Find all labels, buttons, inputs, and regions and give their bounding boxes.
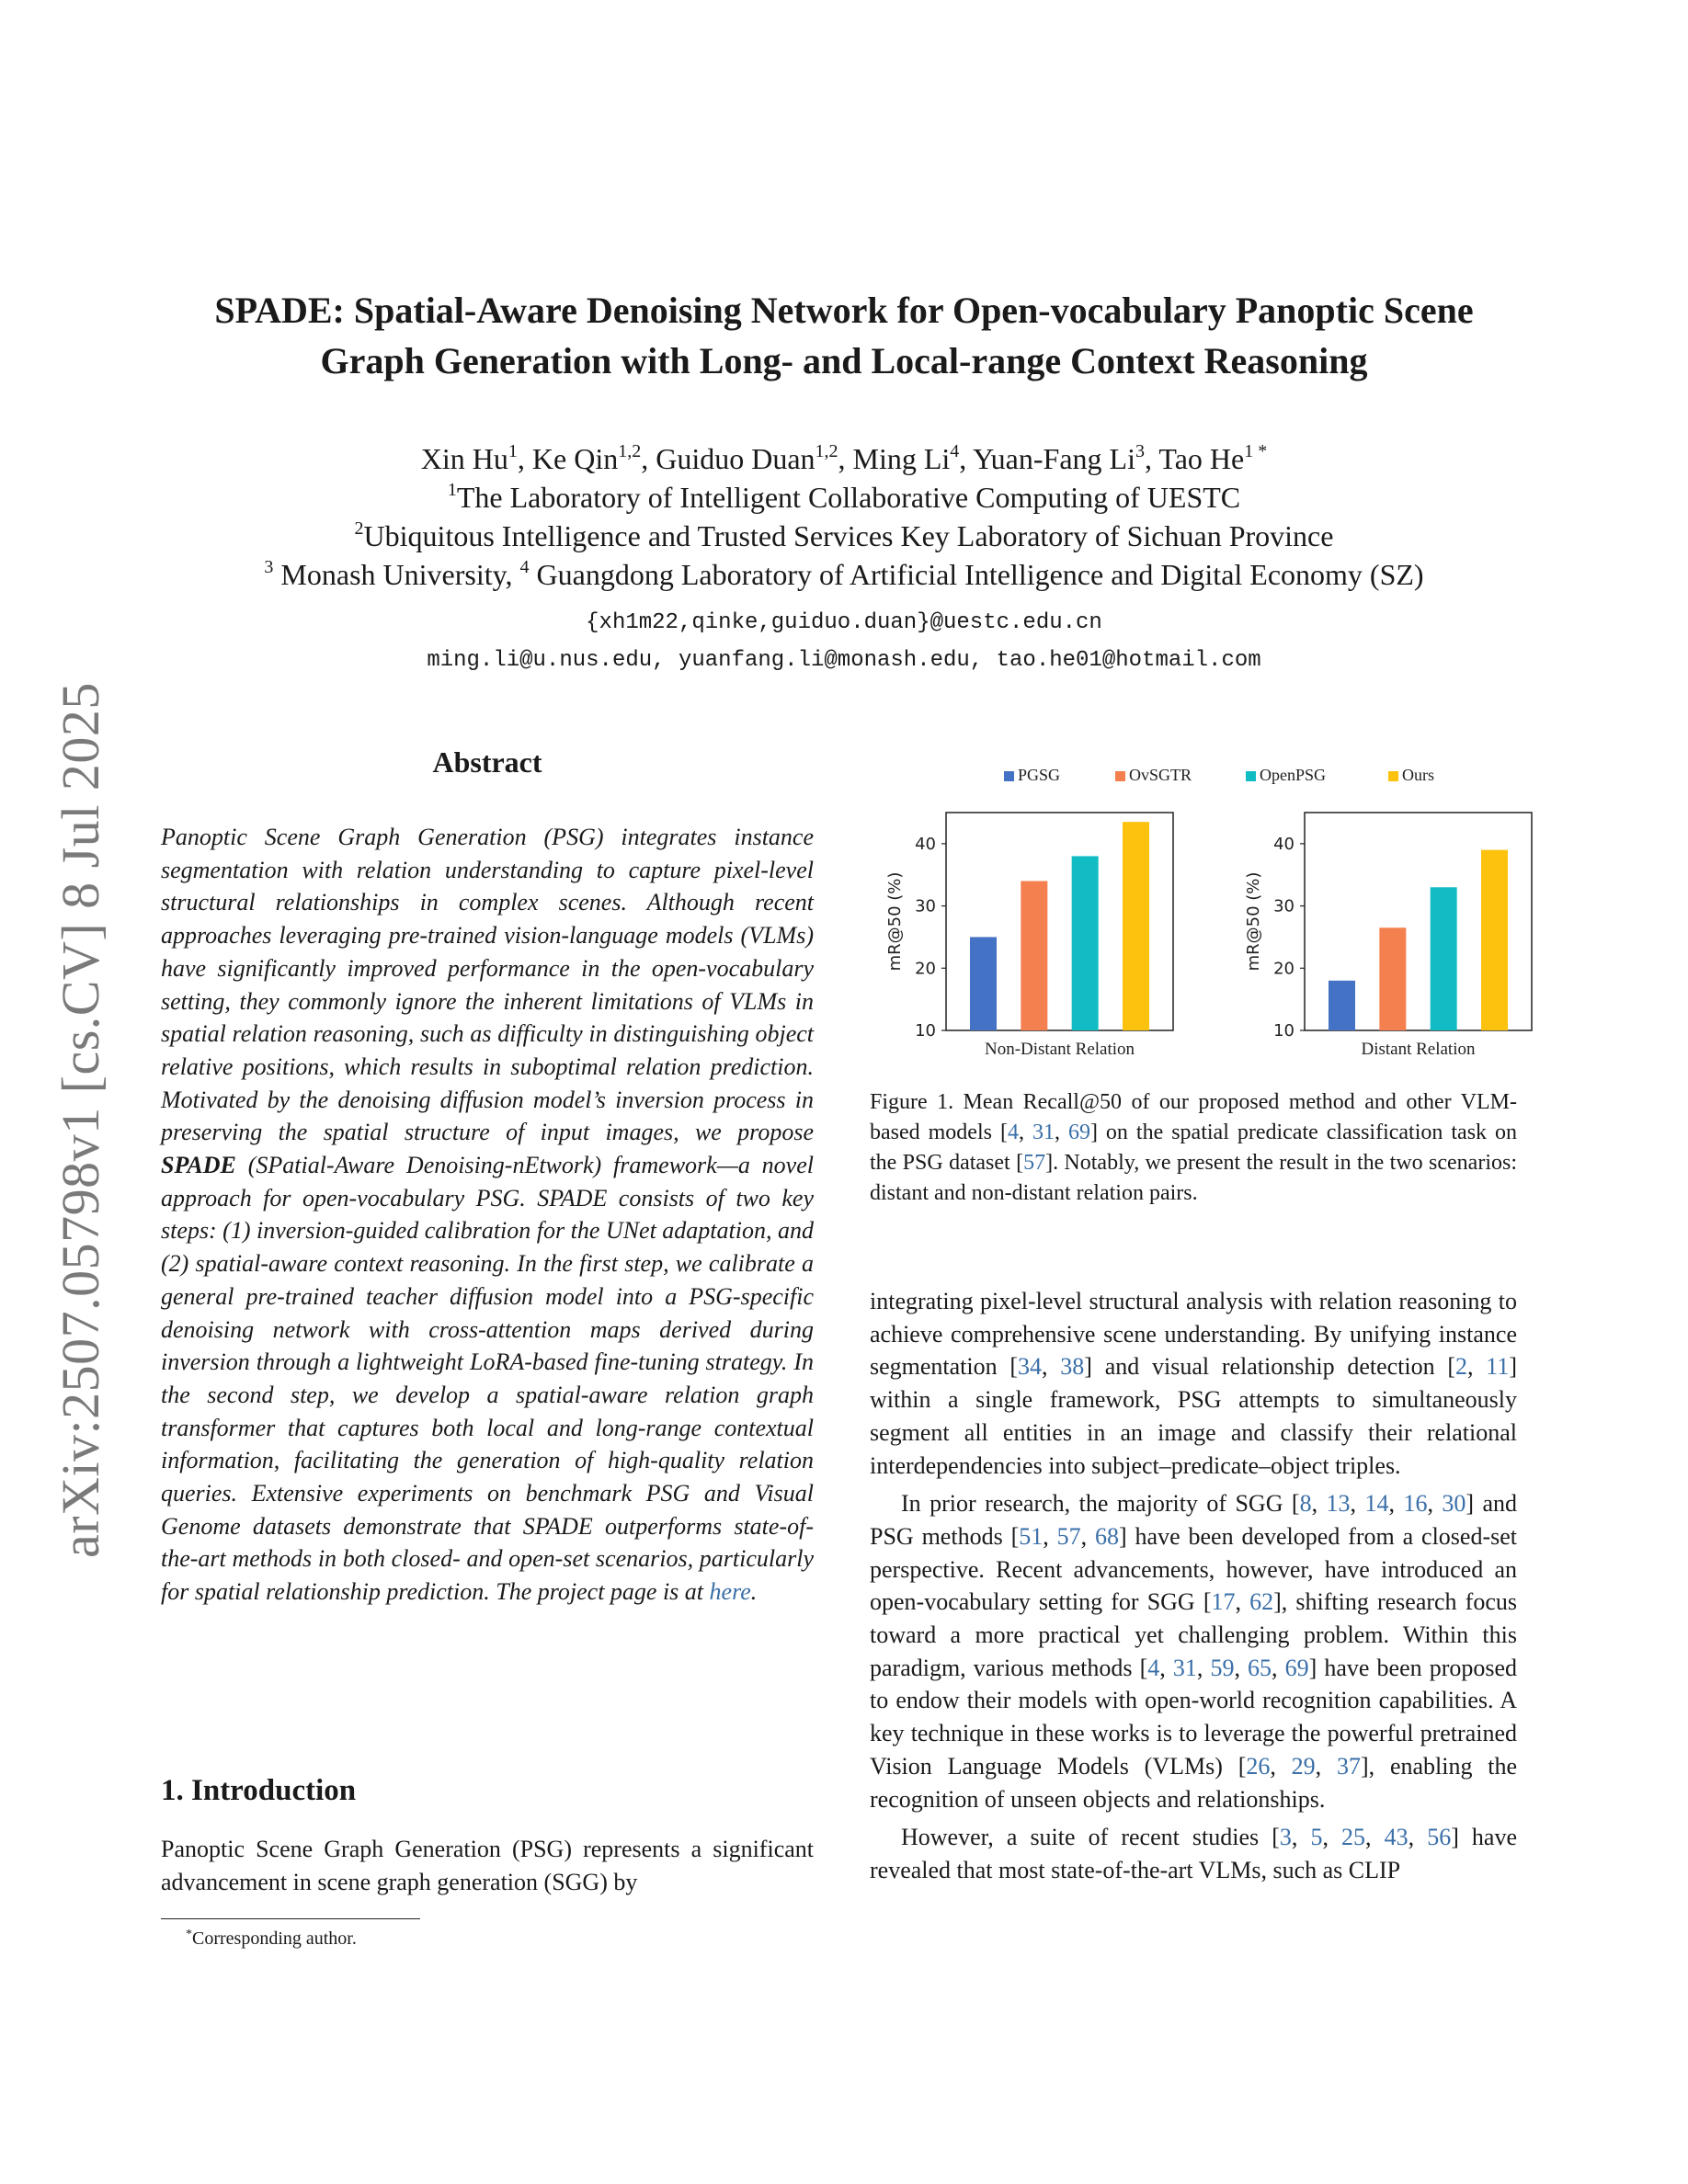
section-heading-introduction: 1. Introduction: [161, 1774, 357, 1807]
citation-link[interactable]: 8: [1299, 1490, 1312, 1518]
citation-link[interactable]: 69: [1284, 1654, 1309, 1681]
citation-link[interactable]: 57: [1023, 1151, 1046, 1175]
citation-link[interactable]: 51: [1019, 1522, 1044, 1550]
citation-link[interactable]: 4: [1007, 1120, 1019, 1144]
body-text: ,: [1388, 1490, 1404, 1518]
body-text: ,: [1196, 1654, 1211, 1681]
caption-text: ]. Notably, we present the result in the two scenarios: distant and non-distant relation pairs.: [870, 1151, 1517, 1205]
citation-link[interactable]: 13: [1326, 1490, 1351, 1518]
abstract-method-name: SPADE: [161, 1152, 236, 1179]
body-text: ], enabling the recognition of unseen objects and relationships.: [870, 1752, 1518, 1813]
body-text: ] have been developed from a closed-set perspective. Recent advancements, however, have introduced an open-vocabulary setting for SGG [: [870, 1522, 1518, 1616]
bar-pgsg: [1329, 981, 1355, 1030]
caption-text: Figure 1. Mean Recall@50 of our proposed method and other VLM-based models [: [870, 1090, 1517, 1144]
citation-link[interactable]: 59: [1210, 1654, 1235, 1681]
title-line-1: SPADE: Spatial-Aware Denoising Network for Open-vocabulary Panoptic Scene: [214, 290, 1474, 331]
y-tick-label: 10: [1273, 1021, 1295, 1041]
arxiv-stamp: arXiv:2507.05798v1 [cs.CV] 8 Jul 2025: [51, 682, 110, 1558]
citation-link[interactable]: 25: [1341, 1824, 1366, 1851]
citation-link[interactable]: 65: [1248, 1654, 1272, 1681]
author-name: , Ming Li: [838, 442, 951, 475]
author-sup: 3: [1135, 441, 1145, 461]
citation-link[interactable]: 5: [1310, 1824, 1323, 1851]
affiliation-2: [110, 517, 1578, 555]
author-name: , Yuan-Fang Li: [959, 442, 1135, 475]
citation-link[interactable]: 11: [1486, 1353, 1510, 1381]
figure-caption: [870, 1087, 1517, 1209]
right-column-text: [870, 1285, 1517, 1893]
legend-label: PGSG: [1018, 766, 1061, 784]
abstract-heading: Abstract: [432, 745, 542, 779]
y-axis-label: mR@50 (%): [1244, 871, 1263, 972]
body-text: ,: [1408, 1824, 1428, 1851]
paragraph: [870, 1285, 1517, 1482]
affiliation-3-4: [110, 555, 1578, 594]
citation-link[interactable]: 16: [1403, 1490, 1428, 1518]
title-line-2: Graph Generation with Long- and Local-range Context Reasoning: [320, 340, 1368, 381]
body-text: ,: [1042, 1353, 1061, 1381]
citation-link[interactable]: 2: [1455, 1353, 1468, 1381]
x-axis-label: Distant Relation: [1361, 1040, 1476, 1057]
bar-openpsg: [1072, 856, 1099, 1030]
legend-swatch: [1115, 771, 1125, 781]
affiliation-text: The Laboratory of Intelligent Collaborative Computing of UESTC: [456, 481, 1241, 514]
legend-label: Ours: [1402, 766, 1434, 784]
y-tick-label: 40: [1273, 834, 1295, 854]
citation-link[interactable]: 57: [1056, 1522, 1081, 1550]
body-text: ,: [1427, 1490, 1443, 1518]
citation-link[interactable]: 29: [1291, 1752, 1316, 1780]
body-text: ,: [1234, 1654, 1249, 1681]
affiliation-1: [110, 478, 1578, 517]
abstract-text: Panoptic Scene Graph Generation (PSG) integrates instance segmentation with relation understanding to capture pixel-level structural relationships in complex scenes. Although recent approaches leveraging pre-trained vision-language models (VLMs) have significantly improved performance in the open-vocabulary setting, they commonly ignore the inherent limitations of VLMs in spatial relation reasoning, such as difficulty in distinguishing object relative positions, which results in suboptimal relation prediction. Motivated by the denoising diffusion model’s inversion process in preserving the spatial structure of input images, we propose: [161, 824, 814, 1146]
author-list: [110, 439, 1578, 478]
y-tick-label: 20: [1273, 959, 1295, 979]
body-text: ,: [1270, 1752, 1292, 1780]
body-text: ,: [1365, 1824, 1385, 1851]
legend-label: OvSGTR: [1129, 766, 1192, 784]
body-text: ,: [1315, 1752, 1337, 1780]
caption-text: ,: [1018, 1120, 1032, 1144]
footnote-mark: *: [186, 1928, 192, 1941]
caption-text: ] on the spatial predicate classification task on the PSG dataset [: [870, 1120, 1518, 1175]
body-text: ,: [1080, 1522, 1096, 1550]
body-text: ] have revealed that most state-of-the-art VLMs, such as CLIP: [870, 1824, 1518, 1883]
citation-link[interactable]: 30: [1442, 1490, 1466, 1518]
body-text: ] within a single framework, PSG attempts to simultaneously segment all entities in an image and classify their relational interdependencies into subject–predicate–object triples.: [870, 1353, 1517, 1479]
citation-link[interactable]: 31: [1172, 1654, 1197, 1681]
citation-link[interactable]: 68: [1095, 1522, 1120, 1550]
author-name: , Guiduo Duan: [641, 442, 815, 475]
affiliation-sup: 3: [264, 557, 274, 577]
body-text: ], shifting research focus toward a more practical yet challenging problem. Within this paradigm, various methods [: [870, 1588, 1517, 1681]
footnote: [186, 1928, 357, 1950]
body-text: ,: [1291, 1824, 1311, 1851]
citation-link[interactable]: 62: [1249, 1588, 1274, 1616]
author-sup: 1,2: [815, 441, 838, 461]
citation-link[interactable]: 17: [1211, 1588, 1236, 1616]
email-block: [110, 604, 1578, 679]
y-tick-label: 10: [915, 1021, 936, 1041]
body-text: ,: [1467, 1353, 1487, 1381]
y-tick-label: 40: [915, 834, 936, 854]
citation-link[interactable]: 31: [1032, 1120, 1055, 1144]
legend-swatch: [1246, 771, 1256, 781]
legend-label: OpenPSG: [1260, 766, 1327, 784]
y-tick-label: 20: [915, 959, 936, 979]
abstract-text: (SPatial-Aware Denoising-nEtwork) framework—a novel approach for open-vocabulary PSG. SPADE consists of two key steps: (1) inversion-guided calibration for the UNet adaptation, and (2) spatial-aware context reasoning. In the first step, we calibrate a general pre-trained teacher diffusion model into a PSG-specific denoising network with cross-attention maps derived during inversion through a lightweight LoRA-based fine-tuning strategy. In the second step, we develop a spatial-aware relation graph transformer that captures both local and long-range contextual information, facilitating the generation of high-quality relation queries. Extensive experiments on benchmark PSG and Visual Genome datasets demonstrate that SPADE outperforms state-of-the-art methods in both closed- and open-set scenarios, particularly for spatial relationship prediction. The project page is at: [161, 1152, 814, 1606]
citation-link[interactable]: 14: [1364, 1490, 1389, 1518]
author-sup: 1,2: [618, 441, 642, 461]
y-axis-label: mR@50 (%): [885, 871, 905, 972]
bar-ovsgtr: [1379, 927, 1406, 1030]
affiliation-sup: 4: [519, 557, 530, 577]
y-tick-label: 30: [1273, 896, 1295, 916]
paper-title: [110, 285, 1578, 386]
project-page-link[interactable]: here: [709, 1578, 751, 1606]
citation-link[interactable]: 37: [1336, 1752, 1361, 1780]
affiliation-text: Ubiquitous Intelligence and Trusted Services Key Laboratory of Sichuan Province: [363, 519, 1334, 552]
citation-link[interactable]: 3: [1279, 1824, 1292, 1851]
paragraph: [870, 1821, 1517, 1886]
abstract-text: .: [750, 1578, 758, 1606]
body-text: ] and PSG methods [: [870, 1490, 1518, 1550]
x-axis-label: Non-Distant Relation: [984, 1040, 1135, 1057]
author-sup: 1 *: [1244, 441, 1268, 461]
affiliation-text: Monash University,: [273, 558, 520, 591]
author-name: Xin Hu: [420, 442, 508, 475]
body-text: ,: [1322, 1824, 1342, 1851]
figure-1-chart: [864, 754, 1545, 1057]
caption-text: ,: [1054, 1120, 1068, 1144]
body-text: ,: [1311, 1490, 1327, 1518]
citation-link[interactable]: 69: [1067, 1120, 1090, 1144]
body-text: integrating pixel-level structural analysis with relation reasoning to achieve comprehensive scene understanding. By unifying instance segmentation [: [870, 1288, 1517, 1381]
footnote-text: Corresponding author.: [192, 1928, 357, 1949]
bar-pgsg: [970, 937, 997, 1030]
body-text: ,: [1159, 1654, 1173, 1681]
citation-link[interactable]: 56: [1427, 1824, 1452, 1851]
abstract-body: [161, 821, 814, 1609]
body-text: ,: [1350, 1490, 1365, 1518]
affiliation-sup: 1: [447, 480, 457, 500]
citation-link[interactable]: 4: [1147, 1654, 1160, 1681]
author-sup: 4: [950, 441, 960, 461]
legend-swatch: [1388, 771, 1398, 781]
figure-1: [864, 754, 1545, 1057]
intro-paragraph: Panoptic Scene Graph Generation (PSG) represents a significant advancement in scene graph generation (SGG) by: [161, 1836, 814, 1895]
body-text: ,: [1235, 1588, 1250, 1616]
legend-swatch: [1004, 771, 1014, 781]
bar-ovsgtr: [1021, 881, 1047, 1030]
affiliation-text: Guangdong Laboratory of Artificial Intelligence and Digital Economy (SZ): [529, 558, 1424, 591]
author-name: , Tao He: [1144, 442, 1245, 475]
body-text: In prior research, the majority of SGG [: [901, 1490, 1300, 1518]
citation-link[interactable]: 38: [1060, 1353, 1085, 1381]
author-name: , Ke Qin: [517, 442, 619, 475]
bar-ours: [1481, 850, 1508, 1030]
email-line-1: {xh1m22,qinke,guiduo.duan}@uestc.edu.cn: [586, 610, 1102, 635]
paragraph: [870, 1487, 1517, 1815]
body-text: ,: [1043, 1522, 1057, 1550]
y-tick-label: 30: [915, 896, 936, 916]
citation-link[interactable]: 34: [1018, 1353, 1043, 1381]
author-sup: 1: [508, 441, 518, 461]
footnote-rule: [161, 1918, 420, 1919]
bar-ours: [1123, 822, 1149, 1030]
body-text: ,: [1272, 1654, 1285, 1681]
email-line-2: ming.li@u.nus.edu, yuanfang.li@monash.edu, tao.he01@hotmail.com: [427, 648, 1261, 673]
citation-link[interactable]: 26: [1246, 1752, 1271, 1780]
affiliation-sup: 2: [354, 518, 364, 539]
body-text: ] and visual relationship detection [: [1084, 1353, 1456, 1381]
citation-link[interactable]: 43: [1384, 1824, 1409, 1851]
author-block: [110, 439, 1578, 594]
body-text: However, a suite of recent studies [: [901, 1824, 1280, 1851]
body-text: ] have been proposed to endow their models with open-world recognition capabilities. A key technique in these works is to leverage the powerful pretrained Vision Language Models (VLMs) [: [870, 1654, 1518, 1780]
bar-openpsg: [1431, 887, 1457, 1030]
